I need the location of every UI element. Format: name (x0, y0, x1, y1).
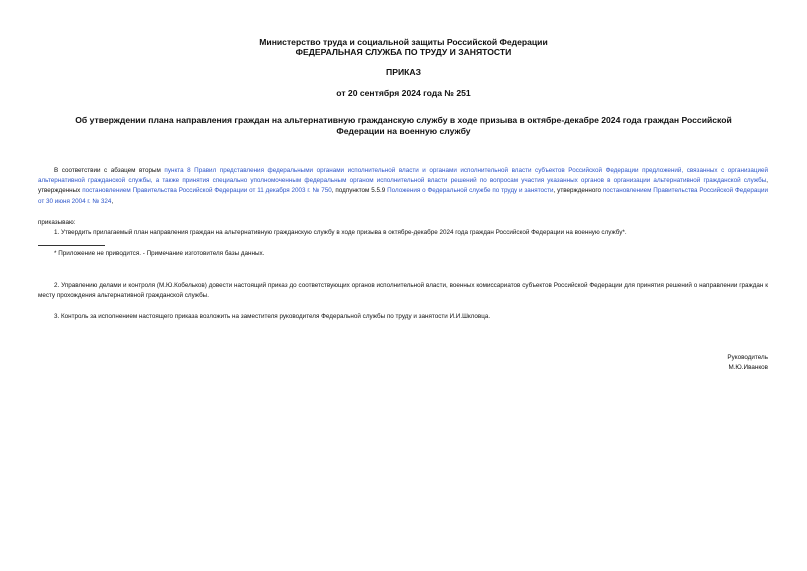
order-item-3: 3. Контроль за исполнением настоящего приказа возложить на заместителя руководителя Федеральной службы по труду и занятости И.И.Шкловца. (54, 313, 491, 320)
ministry-name: Министерство труда и социальной защиты Российской Федерации (259, 37, 548, 47)
preamble-text-1: В соответствии с абзацем вторым (54, 167, 165, 174)
footnote: * Приложение не приводится. - Примечание изготовителя базы данных. (54, 250, 265, 257)
decree-750-link[interactable]: постановлением Правительства Российской Федерации от 11 декабря 2003 г. № 750 (82, 187, 332, 195)
preamble-text-5: , (111, 197, 114, 205)
document-date-number: от 20 сентября 2024 года № 251 (336, 88, 471, 98)
rules-link[interactable]: пункта 8 Правил представления федеральными органами исполнительной власти и органами исполнительной власти субъектов Российской Федерации предложений, связанных с организацией альтернативной гражданской службы, а также принятия специально уполномоченным федеральным органом исполнительной власти решений по вопросам участия указанных органов в организации альтернативной гражданской службы (38, 167, 768, 185)
preamble-text-2: , утвержденных (38, 177, 768, 195)
preamble-text-4: , утвержденного (553, 187, 603, 195)
signature-name: М.Ю.Иванков (728, 364, 768, 371)
document-title: Об утверждении плана направления граждан на альтернативную гражданскую службу в ходе призыва в октябре-декабре 2024 года граждан Российской Федерации на военную службу (75, 115, 732, 136)
preamble-text-3: , подпунктом 5.5.9 (331, 187, 388, 195)
order-item-1: 1. Утвердить прилагаемый план направления граждан на альтернативную гражданскую службу в ходе призыва в октябре-декабре 2024 года граждан Российской Федерации на военную службу*. (54, 229, 627, 236)
signature-position: Руководитель (727, 354, 768, 361)
regulation-link[interactable]: Положения о Федеральной службе по труду и занятости (387, 187, 554, 195)
orders-word: приказываю: (38, 219, 76, 226)
preamble-paragraph (38, 166, 768, 207)
document-type: ПРИКАЗ (386, 67, 421, 77)
service-name: ФЕДЕРАЛЬНАЯ СЛУЖБА ПО ТРУДУ И ЗАНЯТОСТИ (295, 47, 512, 57)
decree-324-link[interactable]: постановлением Правительства Российской Федерации от 30 июня 2004 г. № 324 (38, 187, 768, 205)
order-item-2: 2. Управлению делами и контроля (М.Ю.Кобельков) довести настоящий приказ до соответствующих органов исполнительной власти, военных комиссариатов субъектов Российской Федерации для принятия решений о направлении граждан к месту прохождения альтернативной гражданской службы. (38, 282, 768, 300)
footnote-divider (38, 245, 105, 246)
